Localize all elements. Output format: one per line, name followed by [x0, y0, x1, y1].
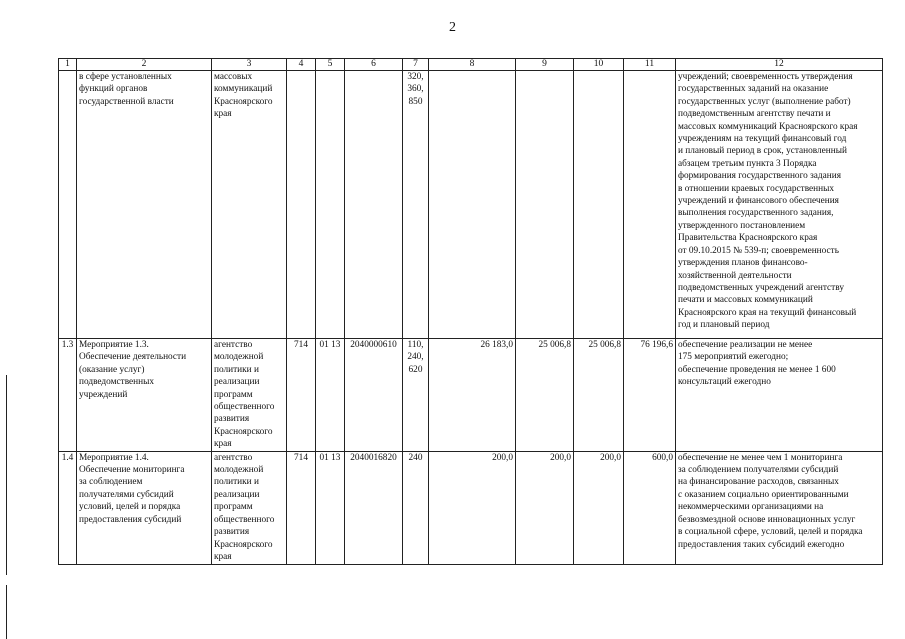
- expected-result-cell: обеспечение реализации не менее 175 мероприятий ежегодно; обеспечение проведения не менее 1 600 консультаций ежегодно: [676, 339, 883, 452]
- grbs-code-cell: 714: [287, 339, 316, 452]
- amount-total-cell: 600,0: [624, 451, 676, 564]
- expected-result-cell: учреждений; своевременность утверждения государственных заданий на оказание государственных услуг (выполнение работ) подведомственным агентству печати и массовых коммуникаций Красноярского края учреждениям на текущий финансовый год и плановый период в срок, установленный абзацем третьим пункта 3 Порядка формирования государственного задания в отношении краевых государственных учреждений и финансового обеспечения выполнения государственного задания, утвержденного постановлением Правительства Красноярского края от 09.10.2015 № 539-п; своевременность утверждения планов финансово- хозяйственной деятельности подведомственных учреждений агентству печати и массовых коммуникаций Красноярского края на текущий финансовый год и плановый период: [676, 71, 883, 339]
- header-cell: 3: [212, 59, 287, 71]
- target-article-cell: 2040016820: [345, 451, 403, 564]
- amount-year2-cell: [516, 71, 574, 339]
- program-measures-table: [58, 58, 883, 565]
- header-cell: 5: [316, 59, 345, 71]
- measure-name-cell: в сфере установленных функций органов государственной власти: [77, 71, 212, 339]
- row-number-cell: [59, 71, 77, 339]
- amount-year3-cell: [574, 71, 624, 339]
- row-number-cell: 1.4: [59, 451, 77, 564]
- measure-name-cell: Мероприятие 1.3. Обеспечение деятельности (оказание услуг) подведомственных учреждений: [77, 339, 212, 452]
- target-article-cell: [345, 71, 403, 339]
- grbs-code-cell: 714: [287, 451, 316, 564]
- amount-year2-cell: 200,0: [516, 451, 574, 564]
- amount-year3-cell: 25 006,8: [574, 339, 624, 452]
- section-code-cell: 01 13: [316, 339, 345, 452]
- target-article-cell: 2040000610: [345, 339, 403, 452]
- header-cell: 11: [624, 59, 676, 71]
- measure-name-cell: Мероприятие 1.4. Обеспечение мониторинга за соблюдением получателями субсидий условий, целей и порядка предоставления субсидий: [77, 451, 212, 564]
- header-cell: 12: [676, 59, 883, 71]
- table-row: [59, 339, 883, 452]
- expense-type-cell: 110, 240, 620: [403, 339, 429, 452]
- section-code-cell: [316, 71, 345, 339]
- amount-total-cell: [624, 71, 676, 339]
- table-row: [59, 451, 883, 564]
- header-cell: 2: [77, 59, 212, 71]
- table-row: [59, 71, 883, 339]
- table-header-row: [59, 59, 883, 71]
- margin-rule: [6, 375, 7, 575]
- grbs-code-cell: [287, 71, 316, 339]
- header-cell: 6: [345, 59, 403, 71]
- expected-result-cell: обеспечение не менее чем 1 мониторинга за соблюдением получателями субсидий на финансирование расходов, связанных с оказанием социально ориентированными некоммерческими организациями на безвозмездной основе инновационных услуг в социальной сфере, условий, целей и порядка предоставления таких субсидий ежегодно: [676, 451, 883, 564]
- row-number-cell: 1.3: [59, 339, 77, 452]
- header-cell: 1: [59, 59, 77, 71]
- header-cell: 7: [403, 59, 429, 71]
- amount-total-cell: 76 196,6: [624, 339, 676, 452]
- header-cell: 10: [574, 59, 624, 71]
- amount-year1-cell: 200,0: [429, 451, 516, 564]
- margin-rule: [6, 585, 7, 639]
- header-cell: 9: [516, 59, 574, 71]
- amount-year2-cell: 25 006,8: [516, 339, 574, 452]
- header-cell: 8: [429, 59, 516, 71]
- page-number: 2: [449, 20, 456, 35]
- executor-cell: массовых коммуникаций Красноярского края: [212, 71, 287, 339]
- section-code-cell: 01 13: [316, 451, 345, 564]
- executor-cell: агентство молодежной политики и реализации программ общественного развития Красноярского края: [212, 451, 287, 564]
- amount-year1-cell: [429, 71, 516, 339]
- executor-cell: агентство молодежной политики и реализации программ общественного развития Красноярского края: [212, 339, 287, 452]
- amount-year1-cell: 26 183,0: [429, 339, 516, 452]
- expense-type-cell: 320, 360, 850: [403, 71, 429, 339]
- expense-type-cell: 240: [403, 451, 429, 564]
- amount-year3-cell: 200,0: [574, 451, 624, 564]
- header-cell: 4: [287, 59, 316, 71]
